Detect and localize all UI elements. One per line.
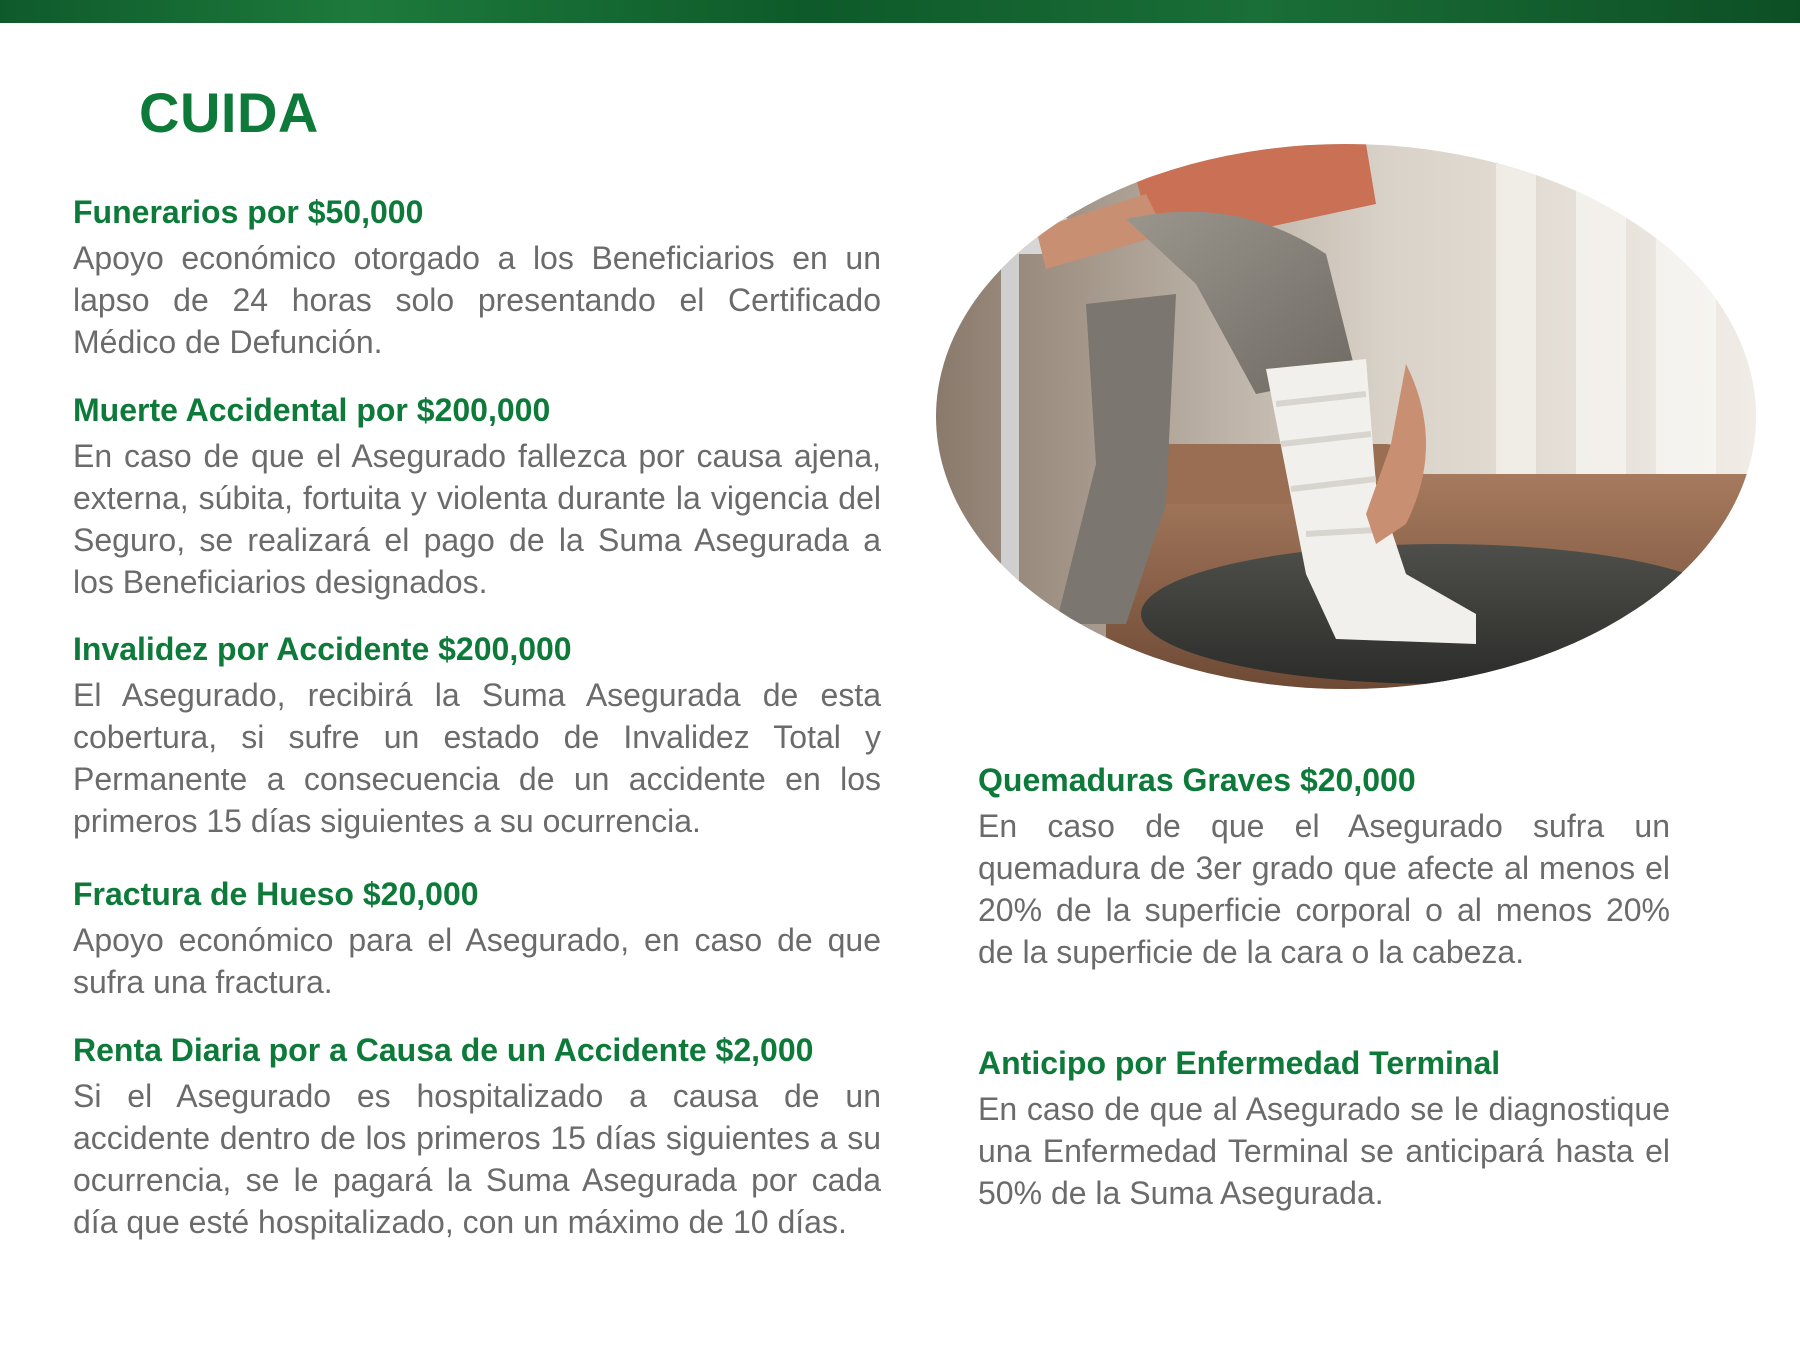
coverage-fractura [73,875,881,1003]
coverage-description: Apoyo económico para el Asegurado, en caso de que sufra una fractura. [73,922,881,1000]
injured-leg-photo [936,144,1756,689]
coverage-renta-diaria [73,1031,881,1243]
coverage-funerarios [73,193,881,363]
coverage-title: Fractura de Hueso $20,000 [73,876,479,912]
coverage-anticipo [978,1044,1670,1214]
coverage-title: Muerte Accidental por $200,000 [73,392,551,428]
coverage-description: En caso de que el Asegurado sufra un quemadura de 3er grado que afecte al menos el 20% de la superficie corporal o al menos 20% de la superficie de la cara o la cabeza. [978,808,1670,970]
coverage-invalidez [73,630,881,842]
coverage-description: El Asegurado, recibirá la Suma Asegurada de esta cobertura, si sufre un estado de Invalidez Total y Permanente a consecuencia de un accidente en los primeros 15 días siguientes a su ocurrencia. [73,677,881,839]
coverage-description: Si el Asegurado es hospitalizado a causa de un accidente dentro de los primeros 15 días siguientes a su ocurrencia, se le pagará la Suma Asegurada por cada día que esté hospitalizado, con un máximo de 10 días. [73,1078,881,1240]
coverage-title: Invalidez por Accidente $200,000 [73,631,572,667]
top-green-band [0,0,1800,23]
coverage-description: Apoyo económico otorgado a los Beneficiarios en un lapso de 24 horas solo presentando el Certificado Médico de Defunción. [73,240,881,360]
coverage-description: En caso de que el Asegurado fallezca por causa ajena, externa, súbita, fortuita y violenta durante la vigencia del Seguro, se realizará el pago de la Suma Asegurada a los Beneficiarios designados. [73,438,881,600]
coverage-title: Quemaduras Graves $20,000 [978,762,1416,798]
coverage-muerte-accidental [73,391,881,603]
coverage-title: Anticipo por Enfermedad Terminal [978,1045,1501,1081]
coverage-quemaduras [978,761,1670,973]
coverage-description: En caso de que al Asegurado se le diagnostique una Enfermedad Terminal se anticipará hasta el 50% de la Suma Asegurada. [978,1091,1670,1211]
coverage-title: Renta Diaria por a Causa de un Accidente $2,000 [73,1032,814,1068]
coverage-title: Funerarios por $50,000 [73,194,424,230]
brand-title: CUIDA [139,81,319,144]
